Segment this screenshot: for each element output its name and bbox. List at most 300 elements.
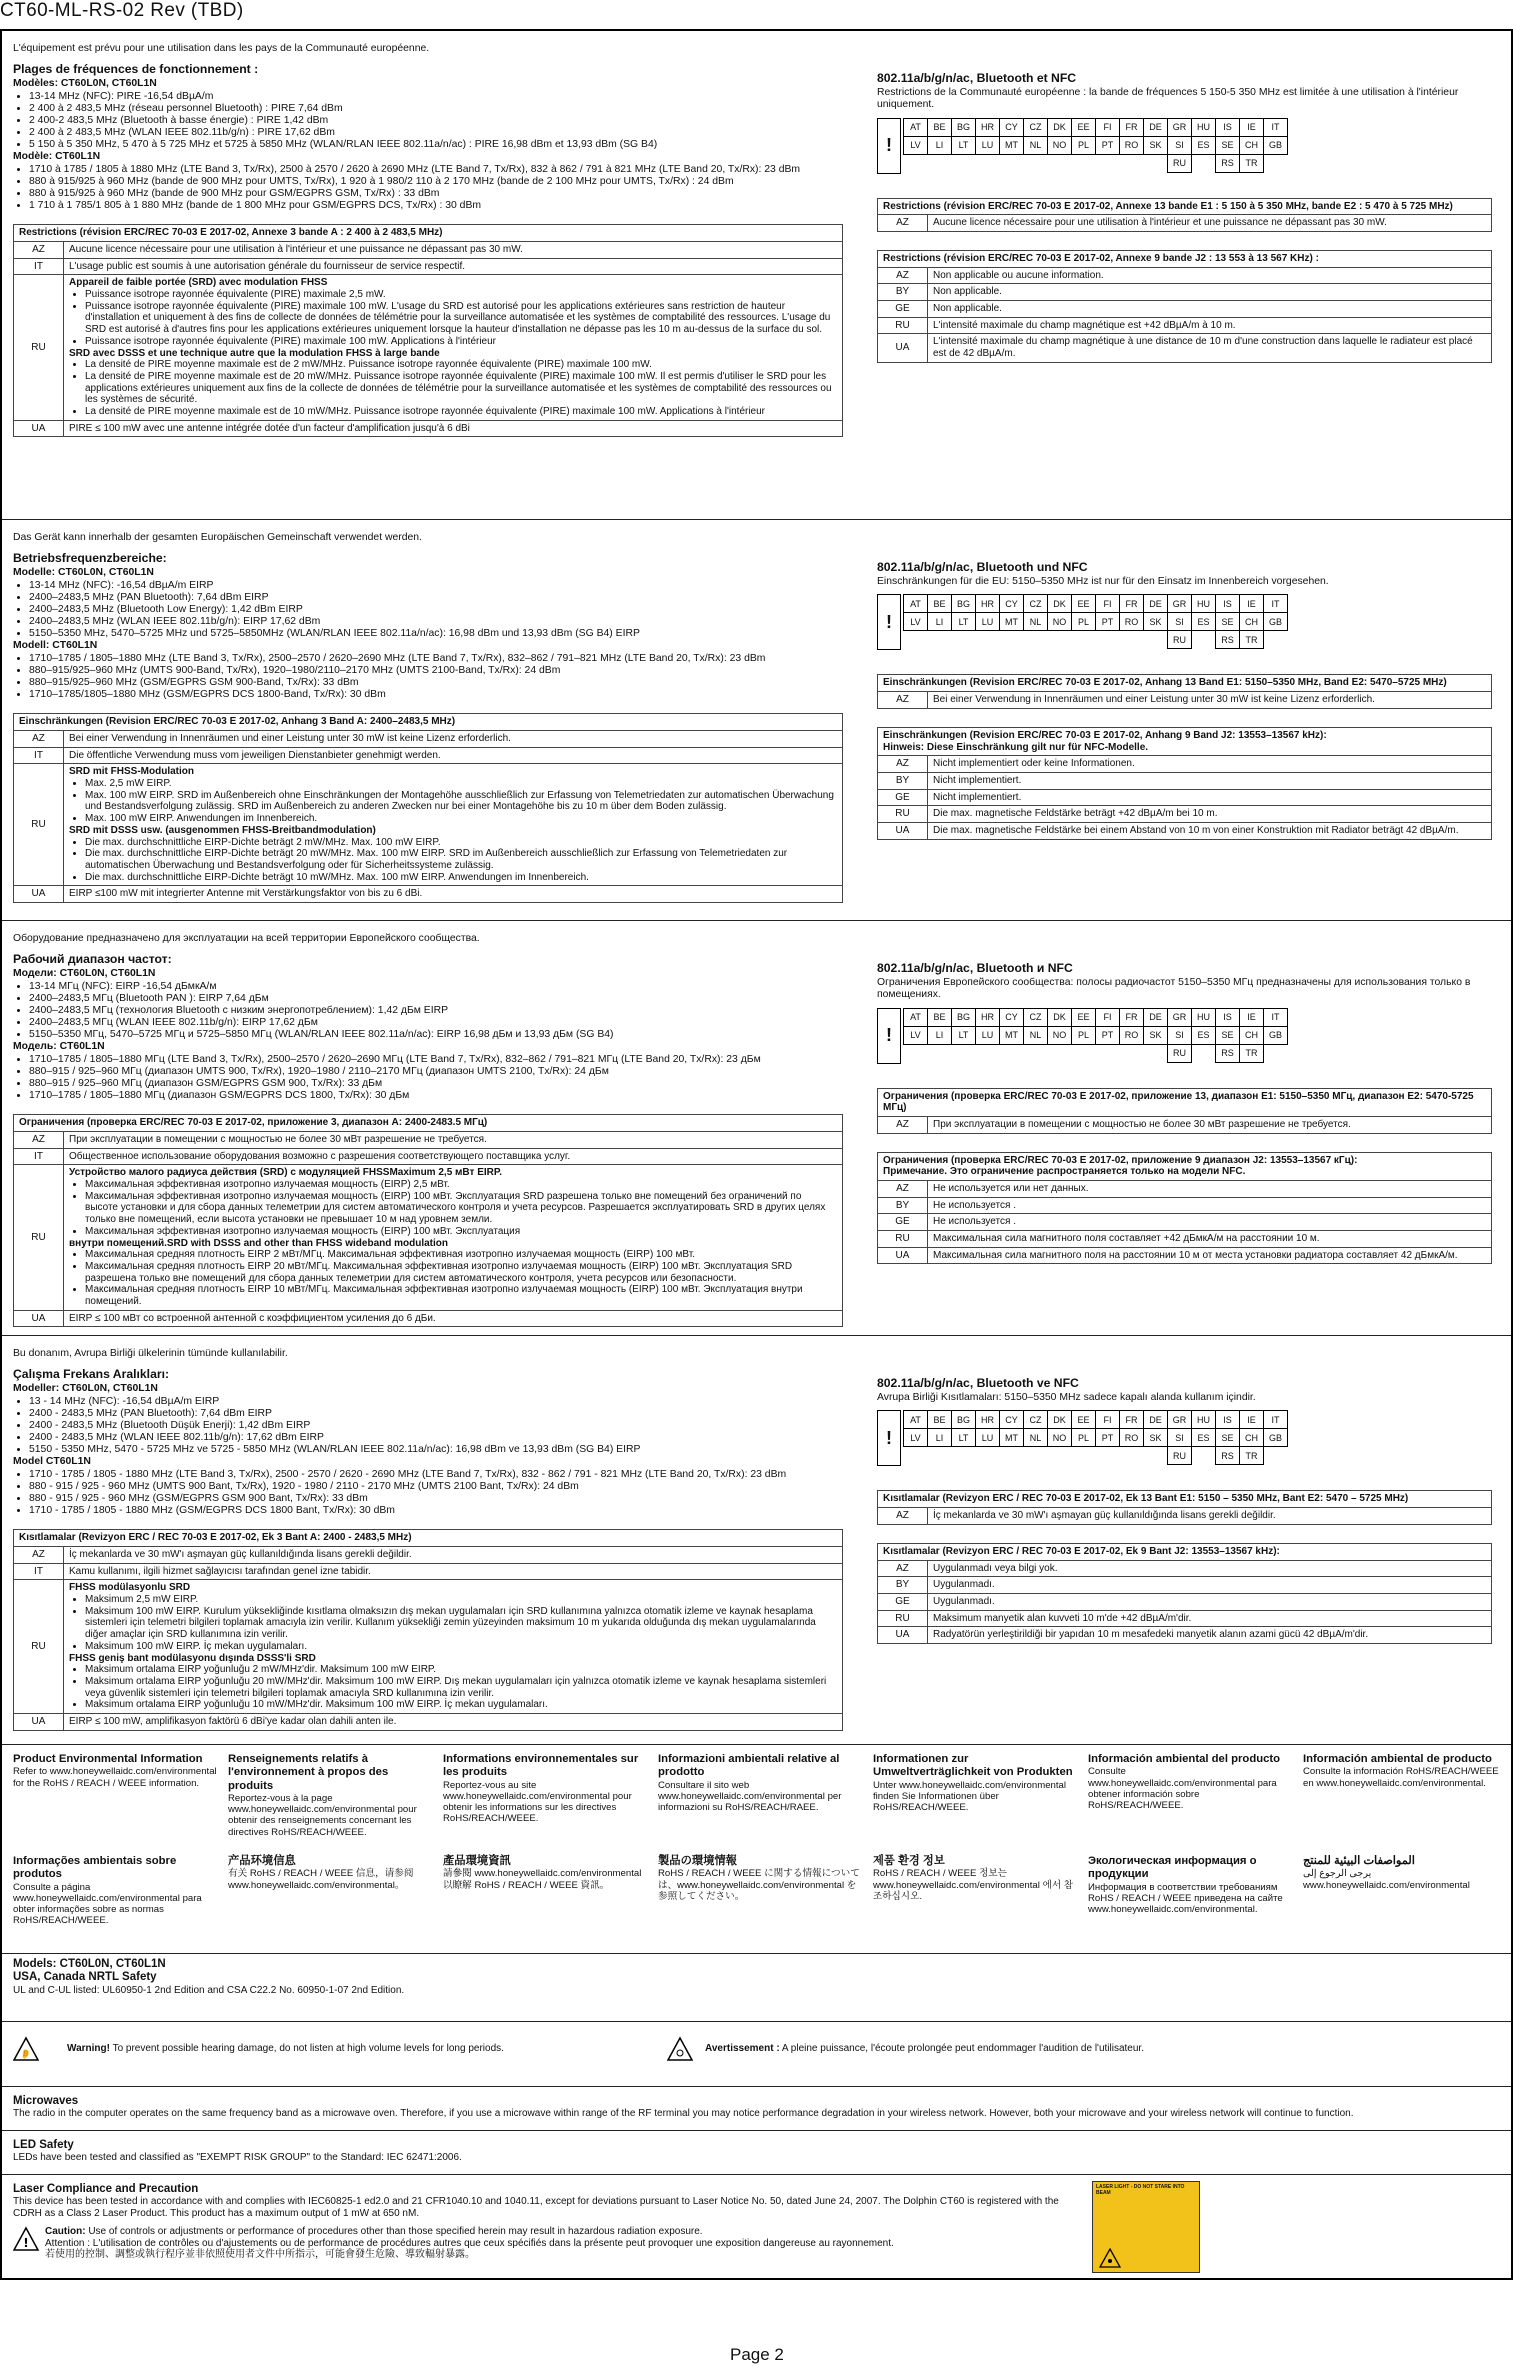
country-code-cell: NL bbox=[1024, 1429, 1048, 1447]
country-code-cell: RO bbox=[1120, 1429, 1144, 1447]
country-code-cell: EE bbox=[1072, 595, 1096, 613]
ua-text: PIRE ≤ 100 mW avec une antenne intégrée dotée d'un facteur d'amplification jusqu'à 6 dBi bbox=[64, 420, 843, 437]
restriction-row bbox=[878, 1627, 1492, 1644]
restriction-row bbox=[878, 1593, 1492, 1610]
class2-alert-icon: ! bbox=[877, 1410, 901, 1466]
microwaves-title: Microwaves bbox=[13, 2095, 79, 2107]
microwaves-body: The radio in the computer operates on the same frequency band as a microwave oven. Therefore, if you use a microwave within range of the RF terminal you may notice performance degradation in your wireless network. However, both your microwave and your wireless network will continue to function. bbox=[13, 2108, 1354, 2120]
led-safety-section bbox=[2, 2131, 1511, 2175]
list-item: • Максимальная эффективная изотропно излучаемая мощность (EIRP) 100 мВт. Эксплуатация SRD разрешена только вне помещений без ограничений по высоте установки и для сбора данных телеметрии для систем автоматического контроля и учета ресурсов. Разрешается эксплуатировать SRD в других целях только вне помещений, если высота установки не превышает 10 м над уровнем земли. bbox=[85, 1191, 837, 1226]
env-title: Informações ambientais sobre produtos bbox=[13, 1855, 177, 1881]
list-item: • Die max. durchschnittliche EIRP-Dichte beträgt 10 mW/MHz. Max. 100 mW EIRP. Anwendungen im Innenbereich. bbox=[85, 872, 837, 884]
country-code: GE bbox=[878, 1593, 928, 1610]
env-info-block bbox=[443, 1753, 648, 1825]
env-body: يرجى الرجوع إلى www.honeywellaidc.com/environmental bbox=[1303, 1868, 1470, 1891]
env-title: Información ambiental de producto bbox=[1303, 1753, 1492, 1765]
country-code-cell: TR bbox=[1240, 154, 1264, 172]
list-item: • 5150 - 5350 MHz, 5470 - 5725 MHz ve 5725 - 5850 MHz (WLAN/RLAN IEEE 802.11a/n/ac): 16,98 dBm ve 13,93 dBm (SG B4) EIRP bbox=[29, 1444, 843, 1456]
caution-text-fr: Attention : L'utilisation de contrôles ou d'ajustements ou de performance de procédures autres que ceux spécifiés dans la présente peut provoquer une exposition dangereuse au rayonnement. bbox=[45, 2237, 894, 2249]
restriction-row bbox=[878, 1577, 1492, 1594]
country-code-cell: FI bbox=[1096, 595, 1120, 613]
country-code-cell: TR bbox=[1240, 1447, 1264, 1465]
country-code-cell: LV bbox=[904, 613, 928, 631]
document-title: CT60-ML-RS-02 Rev (TBD) bbox=[0, 0, 244, 21]
country-code-cell: SK bbox=[1144, 613, 1168, 631]
tr-freq-list bbox=[29, 1396, 843, 1457]
country-code-cell: GR bbox=[1168, 118, 1192, 136]
country-code-cell: RS bbox=[1216, 154, 1240, 172]
country-code-cell: BG bbox=[952, 118, 976, 136]
ru-table-title: Ограничения (проверка ERC/REC 70-03 E 2017-02, приложение 3, диапазон A: 2400-2483.5 МГц) bbox=[14, 1115, 843, 1132]
env-title: Product Environmental Information bbox=[13, 1753, 203, 1765]
list-item: • 880 à 915/925 à 960 MHz (bande de 900 MHz pour UMTS, Tx/Rx), 1 920 à 1 980/2 110 à 2 170 MHz (bande de 2 100 MHz pour UMTS, Tx/Rx) : 24 dBm bbox=[29, 176, 843, 188]
env-info-block bbox=[873, 1753, 1078, 1813]
ru-model: Модель: CT60L1N bbox=[13, 1041, 105, 1053]
env-info-block bbox=[13, 1855, 218, 1927]
ru-text bbox=[64, 1165, 843, 1310]
country-code-cell: DK bbox=[1048, 118, 1072, 136]
env-body: Unter www.honeywellaidc.com/environmental finden Sie Informationen über RoHS/REACH/WEEE. bbox=[873, 1779, 1067, 1814]
list-item: • Maksimum 2,5 mW EIRP. bbox=[85, 1594, 837, 1606]
restriction-row bbox=[878, 756, 1492, 773]
laser-caution-icon bbox=[13, 2226, 39, 2252]
country-code-cell: RS bbox=[1216, 1447, 1240, 1465]
country-code-cell: EE bbox=[1072, 1008, 1096, 1026]
page-number: Page 2 bbox=[730, 2345, 784, 2364]
list-item: • 1 710 à 1 785/1 805 à 1 880 MHz (bande de 1 800 MHz pour GSM/EGPRS DCS, Tx/Rx) : 30 dBm bbox=[29, 200, 843, 212]
env-body: Consulte la información RoHS/REACH/WEEE en www.honeywellaidc.com/environmental. bbox=[1303, 1766, 1499, 1789]
env-body: Refer to www.honeywellaidc.com/environmental for the RoHS / REACH / WEEE information. bbox=[13, 1766, 217, 1789]
fr-wireless-title: 802.11a/b/g/n/ac, Bluetooth et NFC bbox=[877, 71, 1077, 85]
list-item: • 5150–5350 МГц, 5470–5725 МГц и 5725–5850 МГц (WLAN/RLAN IEEE 802.11a/n/ac): EIRP 16,98 дБм и 13,93 дБм (SG B4) bbox=[29, 1029, 843, 1041]
list-item: • Максимальная средняя плотность EIRP 20 мВт/МГц. Максимальная эффективная изотропно излучаемая мощность (EIRP) 100 мВт. Эксплуатация SRD разрешена только вне помещений для сбора данных телеметрии для систем автоматического контроля, учета ресурсов или безопасности. bbox=[85, 1261, 837, 1284]
ru-heading-2: FHSS geniş bant modülasyonu dışında DSSS'li SRD bbox=[69, 1652, 316, 1664]
country-code-cell: ES bbox=[1192, 1026, 1216, 1044]
country-code-cell: CY bbox=[1000, 1411, 1024, 1429]
ru-heading: FHSS modülasyonlu SRD bbox=[69, 1582, 191, 1594]
list-item: • 2400–2483,5 MHz (Bluetooth Low Energy): 1,42 dBm EIRP bbox=[29, 604, 843, 616]
list-item: • Die max. durchschnittliche EIRP-Dichte beträgt 20 mW/MHz. Max. 100 mW EIRP. SRD im Außenbereich ausschließlich zur Erfassung von Telemetriedaten zur automatischen Überwachung und Bestandsverfolgung oder für Sicherheitssysteme zulässig. bbox=[85, 848, 837, 871]
country-code-cell: IS bbox=[1216, 595, 1240, 613]
country-code: AZ bbox=[878, 1181, 928, 1198]
country-code-cell: CH bbox=[1240, 136, 1264, 154]
country-code-cell: CH bbox=[1240, 1026, 1264, 1044]
env-info-block bbox=[1088, 1753, 1293, 1811]
country-code-cell: NO bbox=[1048, 613, 1072, 631]
country-code-cell: RO bbox=[1120, 136, 1144, 154]
warning-text: To prevent possible hearing damage, do not listen at high volume levels for long periods. bbox=[109, 2043, 504, 2055]
warning-label-fr: Avertissement : bbox=[705, 2043, 780, 2055]
ru-left-column bbox=[13, 933, 843, 1327]
country-code-cell: LU bbox=[976, 613, 1000, 631]
ua-text: EIRP ≤ 100 мВт со встроенной антенной с коэффициентом усиления до 6 дБи. bbox=[64, 1310, 843, 1327]
country-code-cell: PL bbox=[1072, 1429, 1096, 1447]
country-code-cell: PT bbox=[1096, 136, 1120, 154]
country-code-cell: LU bbox=[976, 1026, 1000, 1044]
list-item: • Puissance isotrope rayonnée équivalente (PIRE) maximale 100 mW. L'usage du SRD est autorisé pour les applications extérieures sans restriction de hauteur d'installation et uniquement à des fins de collecte de données de télémétrie pour la surveillance automatisée et les systèmes de comptabilité des ressources. L'usage du SRD est autorisé à d'autres fins pour les applications extérieures uniquement lorsque la hauteur d'installation ne dépasse pas les 10 m au-dessus de la surface du sol. bbox=[85, 301, 837, 336]
led-title: LED Safety bbox=[13, 2139, 74, 2151]
country-code-cell: SE bbox=[1216, 1026, 1240, 1044]
env-info-block bbox=[1303, 1753, 1508, 1789]
class2-alert-icon: ! bbox=[877, 1008, 901, 1064]
de-5ghz-table: Einschränkungen (Revision ERC/REC 70-03 E 2017-02, Anhang 13 Band E1: 5150–5350 MHz, Band E2: 5470–5725 MHz) AZ Bei einer Verwendung in Innenräumen und einer Leistung unter 30 mW ist keine Lizenz erforderlich. bbox=[877, 674, 1492, 708]
restriction-row bbox=[878, 284, 1492, 301]
restriction-row bbox=[878, 822, 1492, 839]
list-item: • 1710 - 1785 / 1805 - 1880 MHz (GSM/EGPRS DCS 1800 Bant, Tx/Rx): 30 dBm bbox=[29, 1505, 843, 1517]
env-info-block bbox=[873, 1855, 1078, 1902]
env-body: RoHS / REACH / WEEE に関する情報については、www.honeywellaidc.com/environmental を参照してください。 bbox=[658, 1868, 860, 1902]
list-item: • Maksimum ortalama EIRP yoğunluğu 10 mW/MHz'dir. Maksimum 100 mW EIRP. İç mekan uygulamaları. bbox=[85, 1699, 837, 1711]
country-code-cell: IS bbox=[1216, 118, 1240, 136]
country-code-cell: LT bbox=[952, 613, 976, 631]
az-text: İç mekanlarda ve 30 mW'ı aşmayan güç kullanıldığında lisans gerekli değildir. bbox=[928, 1508, 1492, 1525]
country-code-cell: PL bbox=[1072, 136, 1096, 154]
country-code-cell: AT bbox=[904, 1008, 928, 1026]
restriction-row bbox=[878, 1231, 1492, 1248]
country-code: BY bbox=[878, 284, 928, 301]
country-code-cell: LI bbox=[928, 1429, 952, 1447]
country-code-cell: RS bbox=[1216, 1044, 1240, 1062]
restriction-text: Nicht implementiert. bbox=[928, 772, 1492, 789]
list-item: • 2400–2483,5 МГц (WLAN IEEE 802.11b/g/n): EIRP 17,62 дБм bbox=[29, 1017, 843, 1029]
az-text: Bei einer Verwendung in Innenräumen und einer Leistung unter 30 mW ist keine Lizenz erforderlich. bbox=[64, 731, 843, 748]
country-code-cell: EE bbox=[1072, 118, 1096, 136]
it-text: L'usage public est soumis à une autorisation générale du fournisseur de service respectif. bbox=[64, 258, 843, 275]
country-code: RU bbox=[878, 1231, 928, 1248]
list-item: • 1710–1785 / 1805–1880 MHz (LTE Band 3, Tx/Rx), 2500–2570 / 2620–2690 MHz (LTE Band 7, Tx/Rx), 832–862 / 791–821 MHz (LTE Band 20, Tx/Rx): 23 dBm bbox=[29, 653, 843, 665]
country-code-cell: FR bbox=[1120, 1008, 1144, 1026]
document-frame bbox=[0, 29, 1513, 2280]
country-code-cell: RU bbox=[1168, 154, 1192, 172]
fr-country-grid bbox=[877, 118, 1492, 174]
env-info-block bbox=[228, 1855, 433, 1891]
country-code-cell: IE bbox=[1240, 118, 1264, 136]
list-item: • Die max. durchschnittliche EIRP-Dichte beträgt 2 mW/MHz. Max. 100 mW EIRP. bbox=[85, 837, 837, 849]
country-code: UA bbox=[878, 822, 928, 839]
ru-title: Рабочий диапазон частот: bbox=[13, 952, 172, 967]
country-code-cell: LI bbox=[928, 1026, 952, 1044]
country-code-cell: MT bbox=[1000, 1026, 1024, 1044]
country-code-cell: FR bbox=[1120, 118, 1144, 136]
fr-models: Modèles: CT60L0N, CT60L1N bbox=[13, 78, 157, 90]
list-item: • 5 150 à 5 350 MHz, 5 470 à 5 725 MHz et 5725 à 5850 MHz (WLAN/RLAN IEEE 802.11a/n/ac) : PIRE 16,98 dBm et 13,93 dBm (SG B4) bbox=[29, 139, 843, 151]
country-code-cell: IE bbox=[1240, 1411, 1264, 1429]
az-text: Bei einer Verwendung in Innenräumen und einer Leistung unter 30 mW ist keine Lizenz erforderlich. bbox=[928, 692, 1492, 709]
restriction-row bbox=[878, 1197, 1492, 1214]
ru-freq-list bbox=[29, 981, 843, 1042]
it-text: Die öffentliche Verwendung muss vom jeweiligen Dienstanbieter genehmigt werden. bbox=[64, 747, 843, 764]
restriction-row bbox=[878, 1247, 1492, 1264]
country-code-cell: CH bbox=[1240, 1429, 1264, 1447]
tr-eu-restriction: Avrupa Birliği Kısıtlamaları: 5150–5350 MHz sadece kapalı alanda kullanım içindir. bbox=[877, 1392, 1256, 1404]
country-code-cell: BE bbox=[928, 595, 952, 613]
restriction-text: Не используется . bbox=[928, 1197, 1492, 1214]
list-item: • Maksimum ortalama EIRP yoğunluğu 2 mW/MHz'dir. Maksimum 100 mW EIRP. bbox=[85, 1664, 837, 1676]
ru-text bbox=[64, 764, 843, 886]
env-body: 有关 RoHS / REACH / WEEE 信息，请参阅 www.honeywellaidc.com/environmental。 bbox=[228, 1868, 414, 1891]
country-code-cell: LT bbox=[952, 1026, 976, 1044]
country-code-cell: AT bbox=[904, 118, 928, 136]
country-code-cell: GB bbox=[1264, 1026, 1288, 1044]
restriction-text: Maksimum manyetik alan kuvveti 10 m'de +42 dBµA/m'dir. bbox=[928, 1610, 1492, 1627]
restriction-text: Не используется или нет данных. bbox=[928, 1181, 1492, 1198]
country-code-cell: FR bbox=[1120, 1411, 1144, 1429]
country-code-cell: RO bbox=[1120, 1026, 1144, 1044]
country-code-cell: AT bbox=[904, 1411, 928, 1429]
fr-5ghz-title: Restrictions (révision ERC/REC 70-03 E 2017-02, Annexe 13 bande E1 : 5 150 à 5 350 MHz, bande E2 : 5 470 à 5 725 MHz) bbox=[878, 198, 1492, 215]
list-item: • Puissance isotrope rayonnée équivalente (PIRE) maximale 2,5 mW. bbox=[85, 289, 837, 301]
fr-restrictions-table: Restrictions (révision ERC/REC 70-03 E 2017-02, Annexe 3 bande A : 2 400 à 2 483,5 MHz) AZ Aucune licence nécessaire pour une utilisation à l'intérieur et une puissance ne dépassant pas 30 mW. IT L'usage public est soumis à une autorisation générale du fournisseur de service respectif. RU Appareil de faible portée (SRD) avec modulation FHSS • Puissance isotrope rayonnée équivalente (PIRE) maximale 2,5 mW. • Puissance isotrope rayonnée équivalente (PIRE) maximale 100 mW. L'usage du SRD est autorisé pour les applications extérieures sans restriction de hauteur d'installation et uniquement à des fins de collecte de données de télémétrie pour la surveillance automatisée et les systèmes de comptabilité des ressources. L'usage du SRD est autorisé à d'autres fins pour les applications extérieures uniquement lorsque la hauteur d'installation ne dépasse pas les 10 m au-dessus de la surface du sol. • Puissance isotrope rayonnée équivalente (PIRE) maximale 100 mW. Applications à l'intérieur SRD avec DSSS et une technique autre que la modulation FHSS à large bande • La densité de PIRE moyenne maximale est de 2 mW/MHz. Puissance isotrope rayonnée équivalente (PIRE) maximale 100 mW. • La densité de PIRE moyenne maximale est de 20 mW/MHz. Puissance isotrope rayonnée équivalente (PIRE) maximale 100 mW. Il est permis d'utiliser le SRD pour les applications extérieures uniquement aux fins de la collecte de données de télémétrie pour la surveillance automatisée et les systèmes de comptabilité des ressources ou les systèmes de sécurité. • La densité de PIRE moyenne maximale est de 10 mW/MHz. Puissance isotrope rayonnée équivalente (PIRE) maximale 100 mW. Applications à l'intérieur UA PIRE ≤ 100 mW avec une antenne intégrée dotée d'un facteur d'amplification jusqu'à 6 dBi bbox=[13, 224, 843, 437]
restriction-text: Non applicable. bbox=[928, 301, 1492, 318]
country-code-cell: GB bbox=[1264, 613, 1288, 631]
env-title: Renseignements relatifs à l'environnement à propos des produits bbox=[228, 1753, 389, 1792]
country-code-cell: IS bbox=[1216, 1008, 1240, 1026]
list-item: • La densité de PIRE moyenne maximale est de 2 mW/MHz. Puissance isotrope rayonnée équivalente (PIRE) maximale 100 mW. bbox=[85, 359, 837, 371]
country-code-cell: HU bbox=[1192, 118, 1216, 136]
list-item: • Максимальная средняя плотность EIRP 2 мВт/МГц. Максимальная эффективная изотропно излучаемая мощность (EIRP) 100 мВт. bbox=[85, 1249, 837, 1261]
country-code-cell: LT bbox=[952, 1429, 976, 1447]
country-code-cell: CY bbox=[1000, 1008, 1024, 1026]
ru-restrictions-table: Ограничения (проверка ERC/REC 70-03 E 2017-02, приложение 3, диапазон A: 2400-2483.5 МГц) AZ При эксплуатации в помещении с мощностью не более 30 мВт разрешение не требуется. IT Общественное использование оборудования возможно с разрешения соответствующего поставщика услуг. RU Устройство малого радиуса действия (SRD) с модуляцией FHSSMaximum 2,5 мВт EIRP. • Максимальная эффективная изотропно излучаемая мощность (EIRP) 2,5 мВт. • Максимальная эффективная изотропно излучаемая мощность (EIRP) 100 мВт. Эксплуатация SRD разрешена только вне помещений без ограничений по высоте установки и для сбора данных телеметрии для систем автоматического контроля и учета ресурсов. Разрешается эксплуатировать SRD в других целях только вне помещений, если высота установки не превышает 10 м над уровнем земли. • Максимальная эффективная изотропно излучаемая мощность (EIRP) 100 мВт. Эксплуатация внутри помещений.SRD with DSSS and other than FHSS wideband modulation • Максимальная средняя плотность EIRP 2 мВт/МГц. Максимальная эффективная изотропно излучаемая мощность (EIRP) 100 мВт. • Максимальная средняя плотность EIRP 20 мВт/МГц. Максимальная эффективная изотропно излучаемая мощность (EIRP) 100 мВт. Эксплуатация SRD разрешена только вне помещений для сбора данных телеметрии для систем автоматического контроля, учета ресурсов или безопасности. • Максимальная средняя плотность EIRP 10 мВт/МГц. Максимальная эффективная изотропно излучаемая мощность (EIRP) 100 мВт. Эксплуатация внутри помещений. UA EIRP ≤ 100 мВт со встроенной антенной с коэффициентом усиления до 6 дБи. bbox=[13, 1114, 843, 1327]
ru-intro: Оборудование предназначено для эксплуатации на всей территории Европейского сообщества. bbox=[13, 933, 480, 944]
restriction-text: Radyatörün yerleştirildiği bir yapıdan 10 m mesafedeki manyetik alanın azami gücü 42 dBµA/m'dir. bbox=[928, 1627, 1492, 1644]
country-code-cell: HU bbox=[1192, 1008, 1216, 1026]
list-item: • 1710–1785/1805–1880 MHz (GSM/EGPRS DCS 1800-Band, Tx/Rx): 30 dBm bbox=[29, 689, 843, 701]
country-code-cell: CH bbox=[1240, 613, 1264, 631]
country-code-cell: BE bbox=[928, 118, 952, 136]
country-code-cell: DK bbox=[1048, 1411, 1072, 1429]
de-restrictions-table: Einschränkungen (Revision ERC/REC 70-03 E 2017-02, Anhang 3 Band A: 2400–2483,5 MHz) AZ Bei einer Verwendung in Innenräumen und einer Leistung unter 30 mW ist keine Lizenz erforderlich. IT Die öffentliche Verwendung muss vom jeweiligen Dienstanbieter genehmigt werden. RU SRD mit FHSS-Modulation • Max. 2,5 mW EIRP. • Max. 100 mW EIRP. SRD im Außenbereich ohne Einschränkungen der Montagehöhe ausschließlich zur Erfassung von Telemetriedaten zur automatischen Überwachung und Bestandsverfolgung zulässig. SRD im Außenbereich zu anderen Zwecken nur bei einer Montagehöhe bis zu 10 m über dem Boden zulässig. • Max. 100 mW EIRP. Anwendungen im Innenbereich. SRD mit DSSS usw. (ausgenommen FHSS-Breitbandmodulation) • Die max. durchschnittliche EIRP-Dichte beträgt 2 mW/MHz. Max. 100 mW EIRP. • Die max. durchschnittliche EIRP-Dichte beträgt 20 mW/MHz. Max. 100 mW EIRP. SRD im Außenbereich ausschließlich zur Erfassung von Telemetriedaten zur automatischen Überwachung und Bestandsverfolgung oder für Sicherheitssysteme zulässig. • Die max. durchschnittliche EIRP-Dichte beträgt 10 mW/MHz. Max. 100 mW EIRP. Anwendungen im Innenbereich. UA EIRP ≤100 mW mit integrierter Antenne mit Verstärkungsfaktor von bis zu 6 dBi. bbox=[13, 713, 843, 903]
env-info-block bbox=[1088, 1855, 1293, 1915]
list-item: • Max. 100 mW EIRP. SRD im Außenbereich ohne Einschränkungen der Montagehöhe ausschließlich zur Erfassung von Telemetriedaten zur automatischen Überwachung und Bestandsverfolgung zulässig. SRD im Außenbereich zu anderen Zwecken nur bei einer Montagehöhe bis zu 10 m über dem Boden zulässig. bbox=[85, 790, 837, 813]
az-text: Aucune licence nécessaire pour une utilisation à l'intérieur et une puissance ne dépassant pas 30 mW. bbox=[928, 215, 1492, 232]
fr-5ghz-table: Restrictions (révision ERC/REC 70-03 E 2017-02, Annexe 13 bande E1 : 5 150 à 5 350 MHz, bande E2 : 5 470 à 5 725 MHz) AZ Aucune licence nécessaire pour une utilisation à l'intérieur et une puissance ne dépassant pas 30 mW. bbox=[877, 198, 1492, 232]
list-item: • 2400 - 2483,5 MHz (Bluetooth Düşük Enerji): 1,42 dBm EIRP bbox=[29, 1420, 843, 1432]
country-code-cell: DE bbox=[1144, 595, 1168, 613]
country-code-cell: SK bbox=[1144, 1026, 1168, 1044]
tr-wireless-title: 802.11a/b/g/n/ac, Bluetooth ve NFC bbox=[877, 1376, 1079, 1390]
safety-models-title: Models: CT60L0N, CT60L1N bbox=[13, 1958, 166, 1970]
list-item: • Максимальная эффективная изотропно излучаемая мощность (EIRP) 2,5 мВт. bbox=[85, 1179, 837, 1191]
country-code-cell: GR bbox=[1168, 1008, 1192, 1026]
country-code-cell: LV bbox=[904, 136, 928, 154]
section-tr bbox=[2, 1336, 1511, 1745]
restriction-text: Nicht implementiert. bbox=[928, 789, 1492, 806]
country-code-cell: LU bbox=[976, 1429, 1000, 1447]
list-item: • 880 à 915/925 à 960 MHz (bande de 900 MHz pour GSM/EGPRS GSM, Tx/Rx) : 33 dBm bbox=[29, 188, 843, 200]
tr-table-title: Kısıtlamalar (Revizyon ERC / REC 70-03 E 2017-02, Ek 3 Bant A: 2400 - 2483,5 MHz) bbox=[14, 1530, 843, 1547]
list-item: • 2400–2483,5 МГц (технология Bluetooth с низким энергопотреблением): 1,42 дБм EIRP bbox=[29, 1005, 843, 1017]
list-item: • 13-14 MHz (NFC): -16,54 dBµA/m EIRP bbox=[29, 580, 843, 592]
tr-model: Model CT60L1N bbox=[13, 1456, 91, 1468]
env-title: Informations environnementales sur les produits bbox=[443, 1753, 639, 1779]
restriction-text: L'intensité maximale du champ magnétique à une distance de 10 m d'une construction dans laquelle le radiateur est placé est de 42 dBµA/m. bbox=[928, 334, 1492, 362]
list-item: • 2400–2483,5 МГц (Bluetooth PAN ): EIRP 7,64 дБм bbox=[29, 993, 843, 1005]
nfc-note: Hinweis: Diese Einschränkung gilt nur für NFC-Modelle. bbox=[883, 741, 1149, 753]
country-code-cell: IS bbox=[1216, 1411, 1240, 1429]
country-code-cell: GR bbox=[1168, 1411, 1192, 1429]
country-code-cell: GB bbox=[1264, 136, 1288, 154]
de-models: Modelle: CT60L0N, CT60L1N bbox=[13, 567, 154, 579]
country-code-cell: RO bbox=[1120, 613, 1144, 631]
env-info-block bbox=[1303, 1855, 1508, 1891]
list-item: • 880 - 915 / 925 - 960 MHz (UMTS 900 Bant, Tx/Rx), 1920 - 1980 / 2110 - 2170 MHz (UMTS 2100 Bant, Tx/Rx): 24 dBm bbox=[29, 1481, 843, 1493]
env-title: 产品环境信息 bbox=[228, 1855, 296, 1867]
country-code-cell: LT bbox=[952, 136, 976, 154]
it-text: Общественное использование оборудования возможно с разрешения соответствующего поставщика услуг. bbox=[64, 1148, 843, 1165]
country-code-cell: SE bbox=[1216, 136, 1240, 154]
country-code: GE bbox=[878, 1214, 928, 1231]
country-code-cell: FI bbox=[1096, 1008, 1120, 1026]
country-code-cell: CZ bbox=[1024, 118, 1048, 136]
country-code-cell: SI bbox=[1168, 136, 1192, 154]
list-item: • 880–915/925–960 MHz (UMTS 900-Band, Tx/Rx), 1920–1980/2110–2170 MHz (UMTS 2100-Band, Tx/Rx): 24 dBm bbox=[29, 665, 843, 677]
ru-country-grid bbox=[877, 1008, 1492, 1064]
ru-heading: Appareil de faible portée (SRD) avec modulation FHSS bbox=[69, 277, 328, 289]
country-code: BY bbox=[878, 1197, 928, 1214]
country-code-cell: RU bbox=[1168, 1044, 1192, 1062]
country-code-cell: BE bbox=[928, 1411, 952, 1429]
country-code-cell: SK bbox=[1144, 1429, 1168, 1447]
restriction-row bbox=[878, 1610, 1492, 1627]
env-body: RoHS / REACH / WEEE 정보는 www.honeywellaidc.com/environmental 에서 참조하십시오. bbox=[873, 1868, 1074, 1902]
list-item: • Maksimum 100 mW EIRP. Kurulum yüksekliğinde kısıtlama olmaksızın dış mekan uygulamaları için SRD kullanımına yalnızca otomatik izleme ve kaynak hesaplama sistemleri için telemetri bilgileri toplamak amacıyla izin verilir. Kullanım yüksekliği zemin yüzeyinden maksimum 10 m yukarıda olduğunda dış mekan uygulamalarında diğer amaçlar için SRD kullanımına izin verilir. bbox=[85, 1606, 837, 1641]
ru-nfc-title: Ограничения (проверка ERC/REC 70-03 E 2017-02, приложение 9 диапазон J2: 13553–13567 кГц): Примечание. Это ограничение распространяется только на модели NFC. bbox=[878, 1152, 1492, 1180]
country-code-cell: CY bbox=[1000, 118, 1024, 136]
list-item: • Maksimum 100 mW EIRP. İç mekan uygulamaları. bbox=[85, 1641, 837, 1653]
ru-heading-2: SRD mit DSSS usw. (ausgenommen FHSS-Breitbandmodulation) bbox=[69, 824, 376, 836]
env-title: Informazioni ambientali relative al prodotto bbox=[658, 1753, 840, 1779]
country-code-cell: NO bbox=[1048, 1026, 1072, 1044]
country-code-cell: HR bbox=[976, 595, 1000, 613]
country-code-cell: ES bbox=[1192, 1429, 1216, 1447]
country-code-cell: RU bbox=[1168, 631, 1192, 649]
fr-right-column bbox=[877, 71, 1492, 363]
list-item: • La densité de PIRE moyenne maximale est de 10 mW/MHz. Puissance isotrope rayonnée équivalente (PIRE) maximale 100 mW. Applications à l'intérieur bbox=[85, 406, 837, 418]
az-text: При эксплуатации в помещении с мощностью не более 30 мВт разрешение не требуется. bbox=[928, 1116, 1492, 1133]
country-code-cell: NL bbox=[1024, 1026, 1048, 1044]
country-code-cell: HR bbox=[976, 1008, 1000, 1026]
list-item: • 13-14 МГц (NFC): EIRP -16,54 дБмкА/м bbox=[29, 981, 843, 993]
env-title: 產品環境資訊 bbox=[443, 1855, 511, 1867]
restriction-text: Die max. magnetische Feldstärke beträgt +42 dBµA/m bei 10 m. bbox=[928, 806, 1492, 823]
country-code-cell: NL bbox=[1024, 136, 1048, 154]
list-item: • 2 400 à 2 483,5 MHz (réseau personnel Bluetooth) : PIRE 7,64 dBm bbox=[29, 103, 843, 115]
country-code-cell: CZ bbox=[1024, 1411, 1048, 1429]
country-code-cell: HU bbox=[1192, 1411, 1216, 1429]
tr-country-grid bbox=[877, 1410, 1492, 1466]
ua-text: EIRP ≤ 100 mW, amplifikasyon faktörü 6 dBi'ye kadar olan dahili anten ile. bbox=[64, 1713, 843, 1730]
country-code-cell: BG bbox=[952, 1411, 976, 1429]
ru-text bbox=[64, 1580, 843, 1714]
list-item: • Максимальная средняя плотность EIRP 10 мВт/МГц. Максимальная эффективная изотропно излучаемая мощность (EIRP) 100 мВт. Эксплуатация внутри помещений. bbox=[85, 1284, 837, 1307]
list-item: • Maksimum ortalama EIRP yoğunluğu 20 mW/MHz'dir. Maksimum 100 mW EIRP. Dış mekan uygulamaları için yalnızca otomatik izleme ve kaynak hesaplama sistemleri veya güvenlik sistemleri için telemetri bilgileri toplamak amacıyla SRD kullanımına izin verilir. bbox=[85, 1676, 837, 1699]
tr-5ghz-table: Kısıtlamalar (Revizyon ERC / REC 70-03 E 2017-02, Ek 13 Bant E1: 5150 – 5350 MHz, Bant E2: 5470 – 5725 MHz) AZ İç mekanlarda ve 30 mW'ı aşmayan güç kullanıldığında lisans gerekli değildir. bbox=[877, 1490, 1492, 1524]
country-code-cell: SE bbox=[1216, 1429, 1240, 1447]
laser-section bbox=[2, 2175, 1511, 2280]
country-code-cell: HR bbox=[976, 118, 1000, 136]
country-code-cell: TR bbox=[1240, 631, 1264, 649]
list-item: • Max. 2,5 mW EIRP. bbox=[85, 778, 837, 790]
country-code-cell: IE bbox=[1240, 1008, 1264, 1026]
restriction-text: Uygulanmadı. bbox=[928, 1593, 1492, 1610]
country-code-cell: LI bbox=[928, 136, 952, 154]
laser-warning-label bbox=[1092, 2181, 1200, 2273]
country-code-cell: GR bbox=[1168, 595, 1192, 613]
country-code-cell: DK bbox=[1048, 1008, 1072, 1026]
country-code: AZ bbox=[878, 1560, 928, 1577]
list-item: • 2400–2483,5 MHz (WLAN IEEE 802.11b/g/n): EIRP 17,62 dBm bbox=[29, 616, 843, 628]
country-code: AZ bbox=[878, 756, 928, 773]
country-code: UA bbox=[878, 1627, 928, 1644]
section-de bbox=[2, 520, 1511, 921]
de-lte-list bbox=[29, 653, 843, 702]
restriction-text: L'intensité maximale du champ magnétique est +42 dBµA/m à 10 m. bbox=[928, 317, 1492, 334]
country-code-cell: BG bbox=[952, 1008, 976, 1026]
country-code-cell: FR bbox=[1120, 595, 1144, 613]
fr-title: Plages de fréquences de fonctionnement : bbox=[13, 62, 259, 77]
ru-eu-restriction: Ограничения Европейского сообщества: полосы радиочастот 5150–5350 МГц предназначены для использования только в помещениях. bbox=[877, 977, 1471, 1001]
tr-intro: Bu donanım, Avrupa Birliği ülkelerinin tümünde kullanılabilir. bbox=[13, 1348, 288, 1359]
country-code: AZ bbox=[878, 267, 928, 284]
safety-body: UL and C-UL listed: UL60950-1 2nd Edition and CSA C22.2 No. 60950-1-07 2nd Edition. bbox=[13, 1984, 405, 1996]
country-code: UA bbox=[878, 1247, 928, 1264]
tr-nfc-title: Kısıtlamalar (Revizyon ERC / REC 70-03 E 2017-02, Ek 9 Bant J2: 13553–13567 kHz): bbox=[878, 1543, 1492, 1560]
country-code-cell: NL bbox=[1024, 613, 1048, 631]
tr-lte-list bbox=[29, 1469, 843, 1518]
de-right-column bbox=[877, 560, 1492, 840]
list-item: • 880 - 915 / 925 - 960 MHz (GSM/EGPRS GSM 900 Bant, Tx/Rx): 33 dBm bbox=[29, 1493, 843, 1505]
env-title: Экологическая информация о продукции bbox=[1088, 1855, 1257, 1881]
country-code-cell: PL bbox=[1072, 613, 1096, 631]
restriction-text: Uygulanmadı veya bilgi yok. bbox=[928, 1560, 1492, 1577]
list-item: • 5150–5350 MHz, 5470–5725 MHz und 5725–5850MHz (WLAN/RLAN IEEE 802.11a/n/ac): 16,98 dBm und 13,93 dBm (SG B4) EIRP bbox=[29, 628, 843, 640]
led-body: LEDs have been tested and classified as "EXEMPT RISK GROUP" to the Standard: IEC 62471:2006. bbox=[13, 2152, 462, 2164]
country-code-cell: DE bbox=[1144, 1008, 1168, 1026]
tr-nfc-table bbox=[877, 1543, 1492, 1644]
list-item: • 2400 - 2483,5 MHz (WLAN IEEE 802.11b/g/n): 17,62 dBm EIRP bbox=[29, 1432, 843, 1444]
country-code-cell: TR bbox=[1240, 1044, 1264, 1062]
ru-heading: SRD mit FHSS-Modulation bbox=[69, 766, 194, 778]
fr-intro: L'équipement est prévu pour une utilisation dans les pays de la Communauté européenne. bbox=[13, 43, 430, 54]
country-code-cell: PL bbox=[1072, 1026, 1096, 1044]
list-item: • 13 - 14 MHz (NFC): -16,54 dBµA/m EIRP bbox=[29, 1396, 843, 1408]
country-code-cell: SI bbox=[1168, 613, 1192, 631]
list-item: • Puissance isotrope rayonnée équivalente (PIRE) maximale 100 mW. Applications à l'intérieur bbox=[85, 336, 837, 348]
env-info-block bbox=[658, 1753, 863, 1813]
list-item: • 880–915 / 925–960 МГц (диапазон GSM/EGPRS GSM 900, Tx/Rx): 33 дБм bbox=[29, 1078, 843, 1090]
country-code-cell: MT bbox=[1000, 613, 1024, 631]
ru-right-column bbox=[877, 961, 1492, 1264]
ru-5ghz-table: Ограничения (проверка ERC/REC 70-03 E 2017-02, приложение 13, диапазон E1: 5150–5350 МГц, диапазон E2: 5470-5725 МГц) AZ При эксплуатации в помещении с мощностью не более 30 мВт разрешение не требуется. bbox=[877, 1088, 1492, 1134]
country-code-cell: CZ bbox=[1024, 1008, 1048, 1026]
env-body: Reportez-vous au site www.honeywellaidc.com/environmental pour obtenir les informations sur les directives RoHS/REACH/WEEE. bbox=[443, 1779, 632, 1825]
de-nfc-title: Einschränkungen (Revision ERC/REC 70-03 E 2017-02, Anhang 9 Band J2: 13553–13567 kHz): Hinweis: Diese Einschränkung gilt nur für NFC-Modelle. bbox=[878, 727, 1492, 755]
country-code: BY bbox=[878, 1577, 928, 1594]
country-code-cell: LU bbox=[976, 136, 1000, 154]
restriction-row bbox=[878, 334, 1492, 362]
country-code-cell: MT bbox=[1000, 1429, 1024, 1447]
de-eu-restriction: Einschränkungen für die EU: 5150–5350 MHz ist nur für den Einsatz im Innenbereich vorgesehen. bbox=[877, 576, 1329, 588]
country-code-cell: SI bbox=[1168, 1026, 1192, 1044]
env-title: 제품 환경 정보 bbox=[873, 1855, 945, 1867]
restriction-text: Не используется . bbox=[928, 1214, 1492, 1231]
restriction-row bbox=[878, 317, 1492, 334]
ru-heading-2: внутри помещений.SRD with DSSS and other than FHSS wideband modulation bbox=[69, 1237, 449, 1249]
country-code-cell: ES bbox=[1192, 136, 1216, 154]
country-code-cell: FI bbox=[1096, 118, 1120, 136]
laser-body: This device has been tested in accordance with and complies with IEC60825-1 ed2.0 and 21 CFR1040.10 and 1040.11, except for deviations pursuant to Laser Notice No. 50, dated June 24, 2007. The Dolphin CT60 is registered with the CDRH as a Class 2 Laser Product. This product has a maximum output of 1 mW at 650 nM. bbox=[13, 2196, 1059, 2220]
